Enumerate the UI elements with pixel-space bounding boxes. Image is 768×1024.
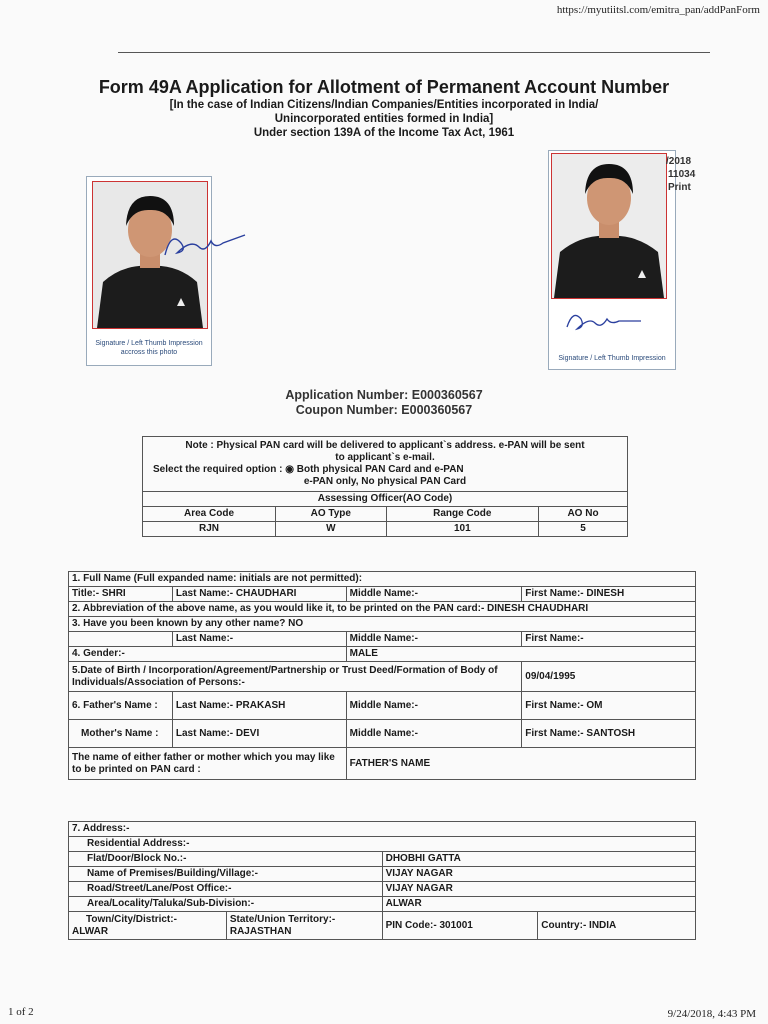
- road-label: Road/Street/Lane/Post Office:-: [69, 882, 383, 897]
- ao-table: [142, 436, 628, 537]
- signature-icon: [563, 307, 643, 335]
- ack-fragment-date: /2018: [666, 156, 692, 167]
- personal-details-table: [68, 571, 696, 780]
- mother-first-name: First Name:- SANTOSH: [522, 720, 696, 748]
- abbreviation-field: 2. Abbreviation of the above name, as you would like it, to be printed on the PAN card:- DINESH CHAUDHARI: [69, 602, 696, 617]
- option-epan-only[interactable]: e-PAN only, No physical PAN Card: [303, 476, 467, 487]
- premises-label: Name of Premises/Building/Village:-: [69, 867, 383, 882]
- top-divider: [118, 52, 710, 53]
- first-name-field: First Name:- DINESH: [522, 587, 696, 602]
- gender-value: MALE: [346, 647, 695, 662]
- ao-no-header: AO No: [539, 507, 628, 522]
- ao-type-header: AO Type: [276, 507, 387, 522]
- other-middle-name: Middle Name:-: [346, 632, 522, 647]
- right-photo-panel: [548, 150, 676, 370]
- area-label: Area/Locality/Taluka/Sub-Division:-: [69, 897, 383, 912]
- left-photo-panel: [86, 176, 212, 366]
- right-photo-caption: Signature / Left Thumb Impression: [558, 355, 666, 362]
- road-value: VIJAY NAGAR: [382, 882, 695, 897]
- other-first-name: First Name:-: [522, 632, 696, 647]
- mother-last-name: Last Name:- DEVI: [172, 720, 346, 748]
- print-name-label: The name of either father or mother which you may like to be printed on PAN card :: [69, 748, 347, 780]
- form-subtitle-3: Under section 139A of the Income Tax Act, 1961: [253, 127, 515, 139]
- form-subtitle-2: Unincorporated entities formed in India]: [274, 113, 494, 125]
- gender-label: 4. Gender:-: [69, 647, 347, 662]
- delivery-note: Note : Physical PAN card will be delivered to applicant`s address. e-PAN will be sent to applicant`s e-mail. Select the required option : ◉ Both physical PAN Card and e-PAN e-PAN only, No physical PAN Card: [143, 437, 628, 492]
- print-datetime: 9/24/2018, 4:43 PM: [667, 1008, 756, 1020]
- dob-value: 09/04/1995: [522, 662, 696, 692]
- range-code-header: Range Code: [386, 507, 538, 522]
- flat-label: Flat/Door/Block No.:-: [69, 852, 383, 867]
- person-silhouette-icon: [552, 154, 666, 298]
- address-heading: 7. Address:-: [69, 822, 696, 837]
- ack-fragment-print: Print: [668, 182, 691, 193]
- last-name-field: Last Name:- CHAUDHARI: [172, 587, 346, 602]
- page-counter: 1 of 2: [8, 1006, 34, 1018]
- ack-fragment-number: 11034: [668, 169, 696, 180]
- application-number: Application Number: E000360567: [285, 388, 483, 402]
- area-code-value: RJN: [143, 522, 276, 537]
- form-title: Form 49A Application for Allotment of Permanent Account Number: [98, 77, 670, 97]
- ao-type-value: W: [276, 522, 387, 537]
- full-name-heading: 1. Full Name (Full expanded name: initials are not permitted):: [69, 572, 696, 587]
- coupon-number: Coupon Number: E000360567: [295, 403, 473, 417]
- radio-icon[interactable]: ◉: [285, 464, 294, 475]
- signature-icon: [157, 225, 247, 265]
- form-subtitle-1: [In the case of Indian Citizens/Indian Companies/Entities incorporated in India/: [169, 99, 599, 111]
- option-both[interactable]: Both physical PAN Card and e-PAN: [296, 464, 464, 475]
- residential-address-heading: Residential Address:-: [69, 837, 696, 852]
- country-field: Country:- INDIA: [538, 912, 696, 940]
- applicant-photo-2: [551, 153, 667, 299]
- pin-code-field: PIN Code:- 301001: [382, 912, 538, 940]
- title-field: Title:- SHRI: [69, 587, 173, 602]
- state-value: RAJASTHAN: [229, 925, 292, 937]
- address-table: [68, 821, 696, 940]
- left-photo-caption: Signature / Left Thumb Impression accross this photo: [95, 340, 203, 356]
- father-last-name: Last Name:- PRAKASH: [172, 692, 346, 720]
- father-middle-name: Middle Name:-: [346, 692, 522, 720]
- town-field: Town/City/District:- ALWAR: [69, 912, 227, 940]
- father-name-label: 6. Father's Name :: [69, 692, 173, 720]
- father-first-name: First Name:- OM: [522, 692, 696, 720]
- town-value: ALWAR: [72, 925, 109, 937]
- ao-no-value: 5: [539, 522, 628, 537]
- other-last-name: Last Name:-: [172, 632, 346, 647]
- state-field: State/Union Territory:- RAJASTHAN: [226, 912, 382, 940]
- flat-value: DHOBHI GATTA: [382, 852, 695, 867]
- area-code-header: Area Code: [143, 507, 276, 522]
- page-url: https://myutiitsl.com/emitra_pan/addPanForm: [556, 4, 760, 16]
- ao-code-header: Assessing Officer(AO Code): [143, 492, 628, 507]
- range-code-value: 101: [386, 522, 538, 537]
- dob-label: 5.Date of Birth / Incorporation/Agreement/Partnership or Trust Deed/Formation of Body of Individuals/Association of Persons:-: [69, 662, 522, 692]
- middle-name-field: Middle Name:-: [346, 587, 522, 602]
- other-name-heading: 3. Have you been known by any other name? NO: [69, 617, 696, 632]
- mother-name-label: Mother's Name :: [69, 720, 173, 748]
- premises-value: VIJAY NAGAR: [382, 867, 695, 882]
- mother-middle-name: Middle Name:-: [346, 720, 522, 748]
- area-value: ALWAR: [382, 897, 695, 912]
- print-name-value: FATHER'S NAME: [346, 748, 695, 780]
